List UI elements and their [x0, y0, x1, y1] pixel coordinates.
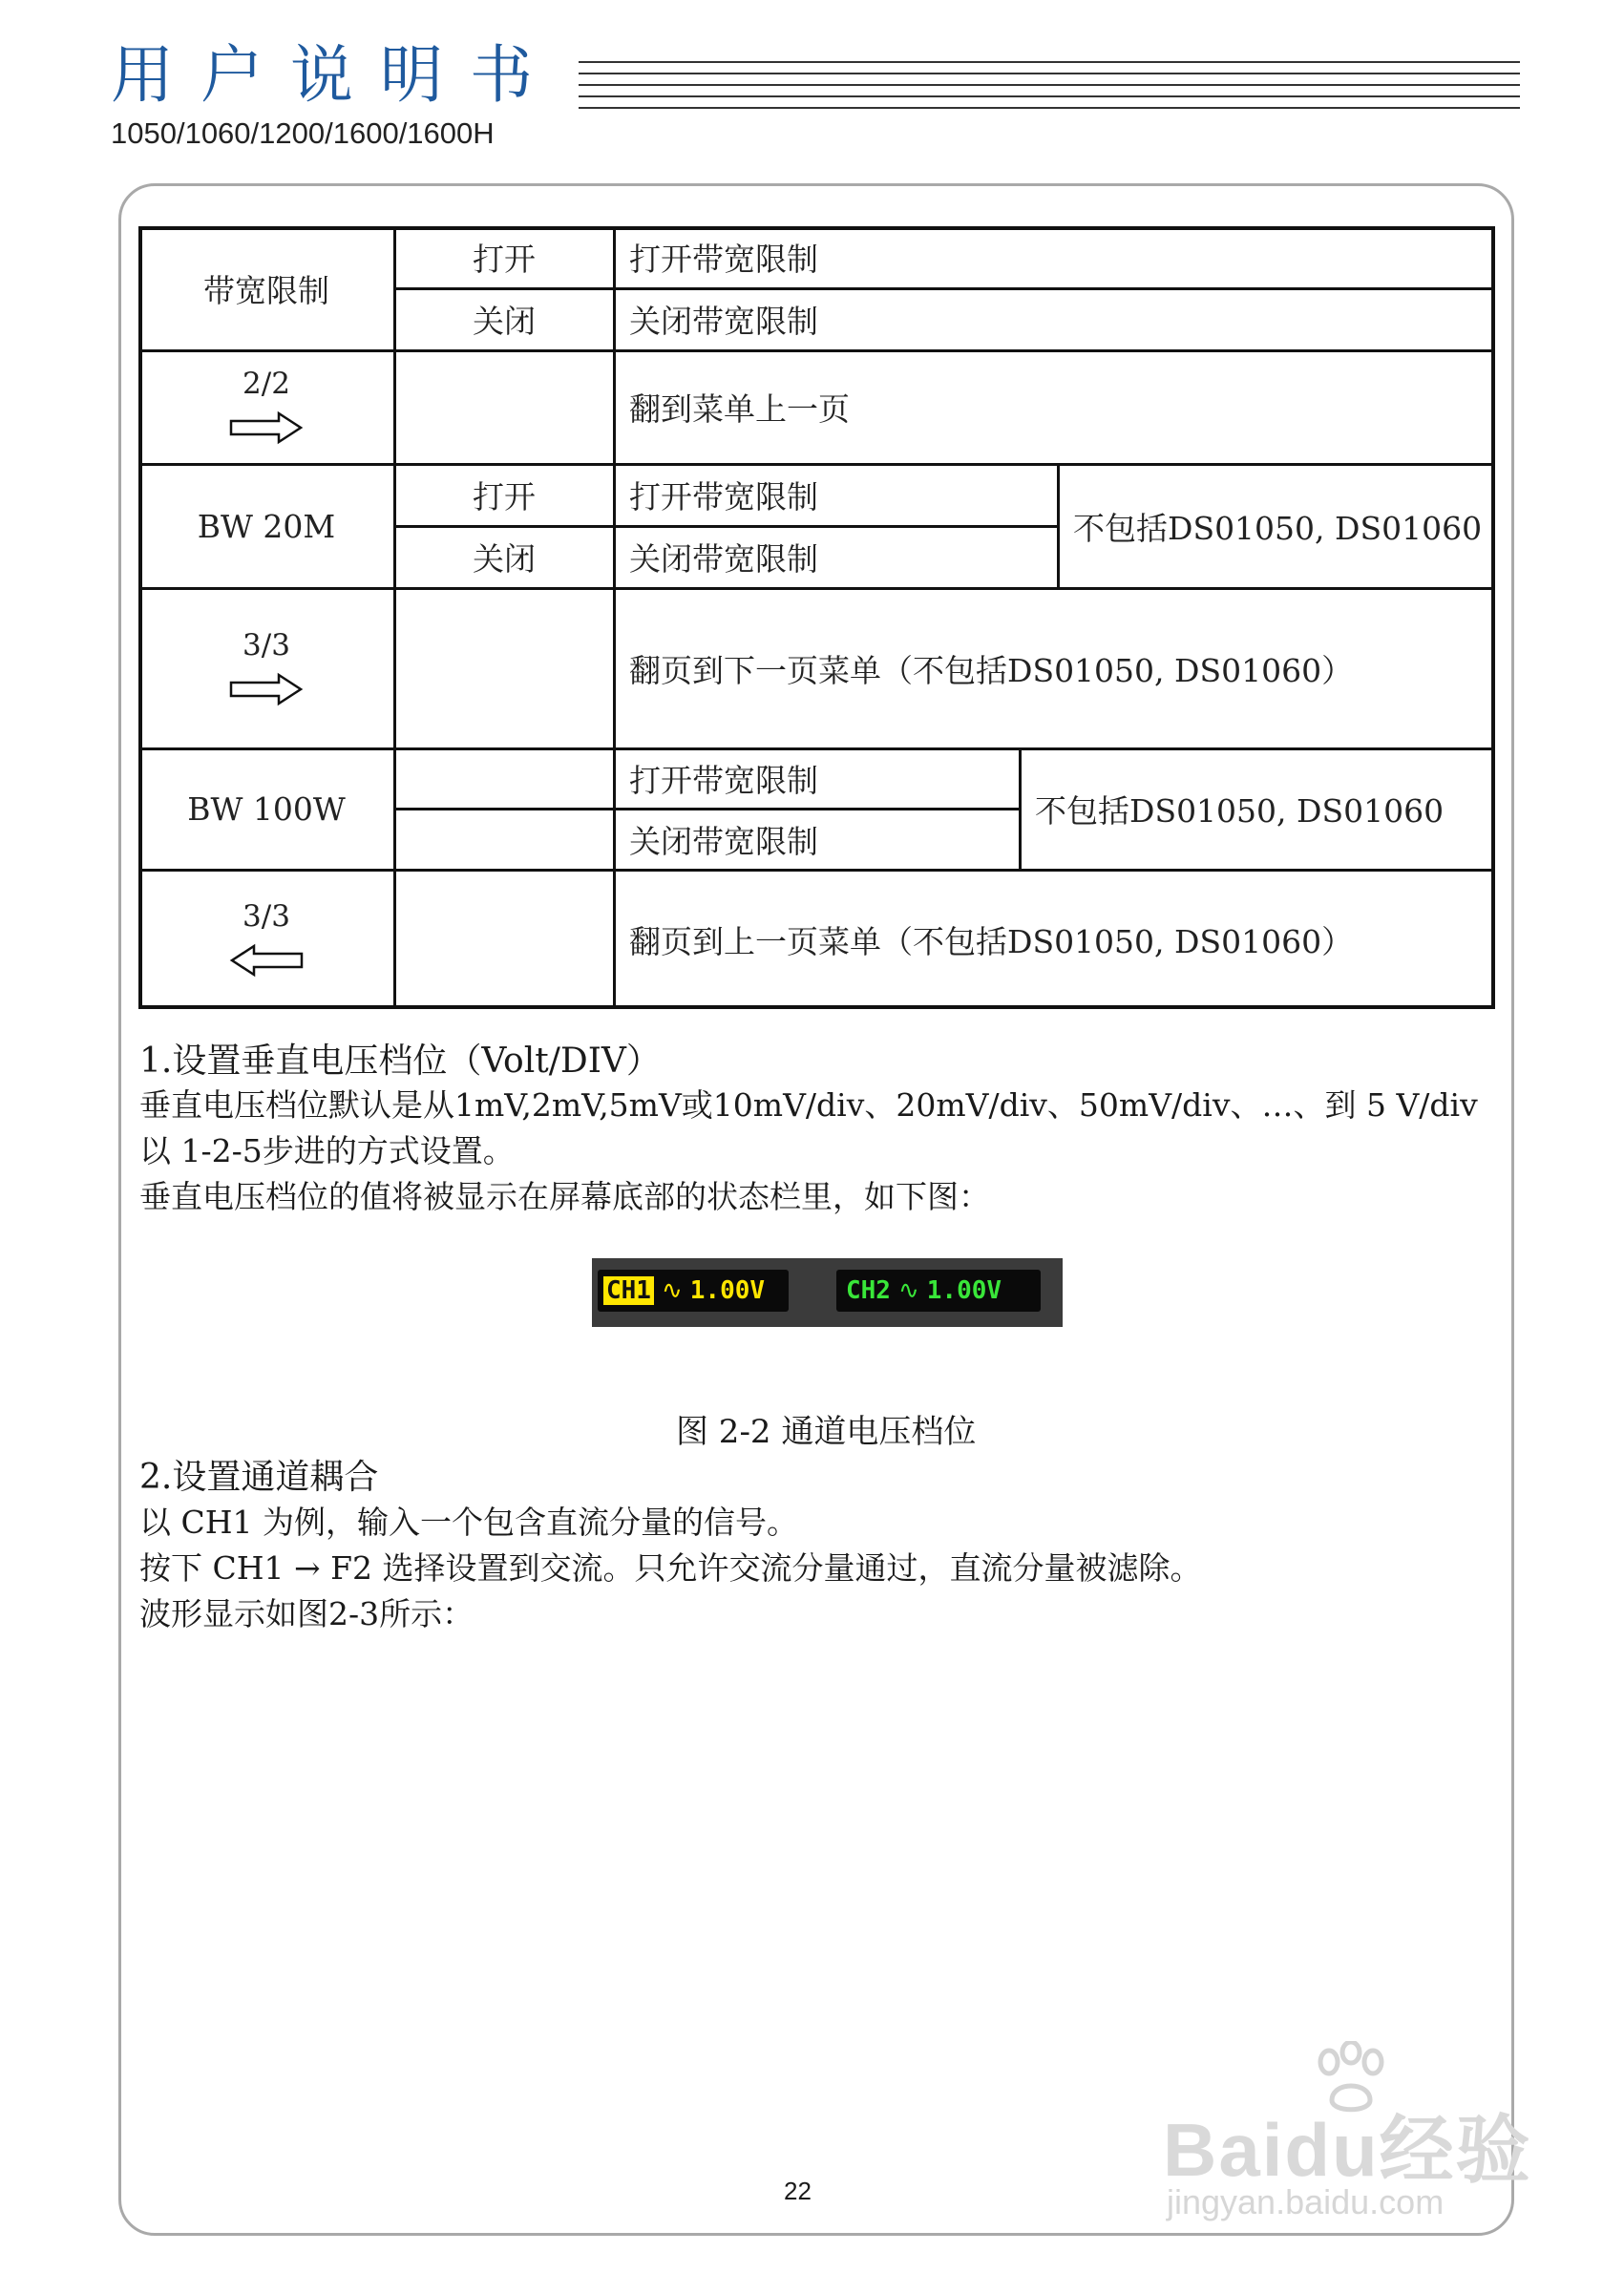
- table-rule: [393, 226, 396, 1009]
- cell-row2-desc: 翻到菜单上一页: [629, 390, 850, 428]
- table-rule: [138, 747, 1495, 750]
- section2-heading: 2.设置通道耦合: [139, 1458, 379, 1497]
- ch2-indicator: [836, 1270, 1041, 1312]
- table-rule: [138, 869, 1495, 872]
- cell-row5-close-desc: 关闭带宽限制: [629, 822, 818, 860]
- status-bar-screenshot: [592, 1258, 1063, 1327]
- cell-row6-desc: 翻页到上一页菜单（不包括DS01050, DS01060）: [629, 922, 1354, 960]
- table-rule: [138, 463, 1495, 466]
- cell-row1-close-desc: 关闭带宽限制: [629, 303, 818, 340]
- section1-line3: 垂直电压档位的值将被显示在屏幕底部的状态栏里，如下图：: [139, 1178, 990, 1215]
- cell-row3-close: 关闭: [473, 540, 536, 578]
- ch1-indicator: [598, 1270, 789, 1312]
- cell-row3-note: 不包括DS01050, DS01060: [1073, 509, 1483, 547]
- table-rule: [394, 287, 1495, 290]
- cell-row3-open-desc: 打开带宽限制: [629, 478, 818, 516]
- ac-coupling-icon: ∿: [661, 1276, 683, 1305]
- cell-bandwidth-limit-label: 带宽限制: [203, 271, 329, 309]
- section2-line3: 波形显示如图2-3所示：: [139, 1595, 475, 1632]
- ac-coupling-icon: ∿: [897, 1276, 919, 1305]
- cell-row5-note: 不包括DS01050, DS01060: [1035, 792, 1445, 830]
- table-rule: [394, 808, 1020, 810]
- cell-row4-desc: 翻页到下一页菜单（不包括DS01050, DS01060）: [629, 651, 1354, 689]
- header-rules: [579, 61, 1520, 118]
- ch1-volts-div: 1.00V: [689, 1276, 766, 1305]
- ch2-volts-div: 1.00V: [926, 1276, 1002, 1305]
- watermark-url: jingyan.baidu.com: [1167, 2182, 1445, 2221]
- table-rule: [138, 349, 1495, 352]
- page-number: 22: [784, 2177, 812, 2205]
- section2-line2: 按下 CH1 → F2 选择设置到交流。只允许交流分量通过，直流分量被滤除。: [139, 1549, 1202, 1587]
- cell-row1-open-desc: 打开带宽限制: [629, 241, 818, 278]
- section1-line2: 以 1-2-5步进的方式设置。: [139, 1132, 515, 1169]
- baidu-watermark: [1163, 2041, 1564, 2222]
- model-list: 1050/1060/1200/1600/1600H: [111, 116, 495, 150]
- ch1-label: CH1: [603, 1276, 654, 1305]
- cell-row1-close: 关闭: [473, 303, 536, 340]
- cell-row3-close-desc: 关闭带宽限制: [629, 540, 818, 578]
- table-rule: [1057, 464, 1060, 588]
- cell-row3-open: 打开: [473, 478, 536, 516]
- page-indicator: 3/3: [243, 627, 290, 663]
- table-rule: [1019, 748, 1022, 870]
- section1-line1: 垂直电压档位默认是从1mV,2mV,5mV或10mV/div、20mV/div、50mV/div、…、到 5 V/div: [139, 1086, 1478, 1124]
- cell-bw100w-label: BW 100W: [187, 790, 346, 828]
- figure-caption: 图 2-2 通道电压档位: [676, 1413, 977, 1451]
- document-title: 用户说明书: [111, 38, 559, 112]
- table-rule: [394, 525, 1058, 528]
- cell-row5-open-desc: 打开带宽限制: [629, 762, 818, 799]
- cell-row1-open: 打开: [473, 241, 536, 278]
- page-indicator: 2/2: [243, 367, 290, 401]
- table-border: [138, 226, 1495, 1009]
- section2-line1: 以 CH1 为例，输入一个包含直流分量的信号。: [139, 1504, 799, 1541]
- table-rule: [138, 587, 1495, 590]
- page-indicator: 3/3: [243, 898, 290, 934]
- watermark-brand: Baidu经验: [1163, 2108, 1532, 2192]
- cell-bw20m-label: BW 20M: [197, 507, 336, 545]
- section1-heading: 1.设置垂直电压档位（Volt/DIV）: [139, 1042, 661, 1081]
- table-rule: [613, 226, 616, 1009]
- bandwidth-menu-table: [138, 226, 1495, 1009]
- ch2-label: CH2: [846, 1276, 891, 1305]
